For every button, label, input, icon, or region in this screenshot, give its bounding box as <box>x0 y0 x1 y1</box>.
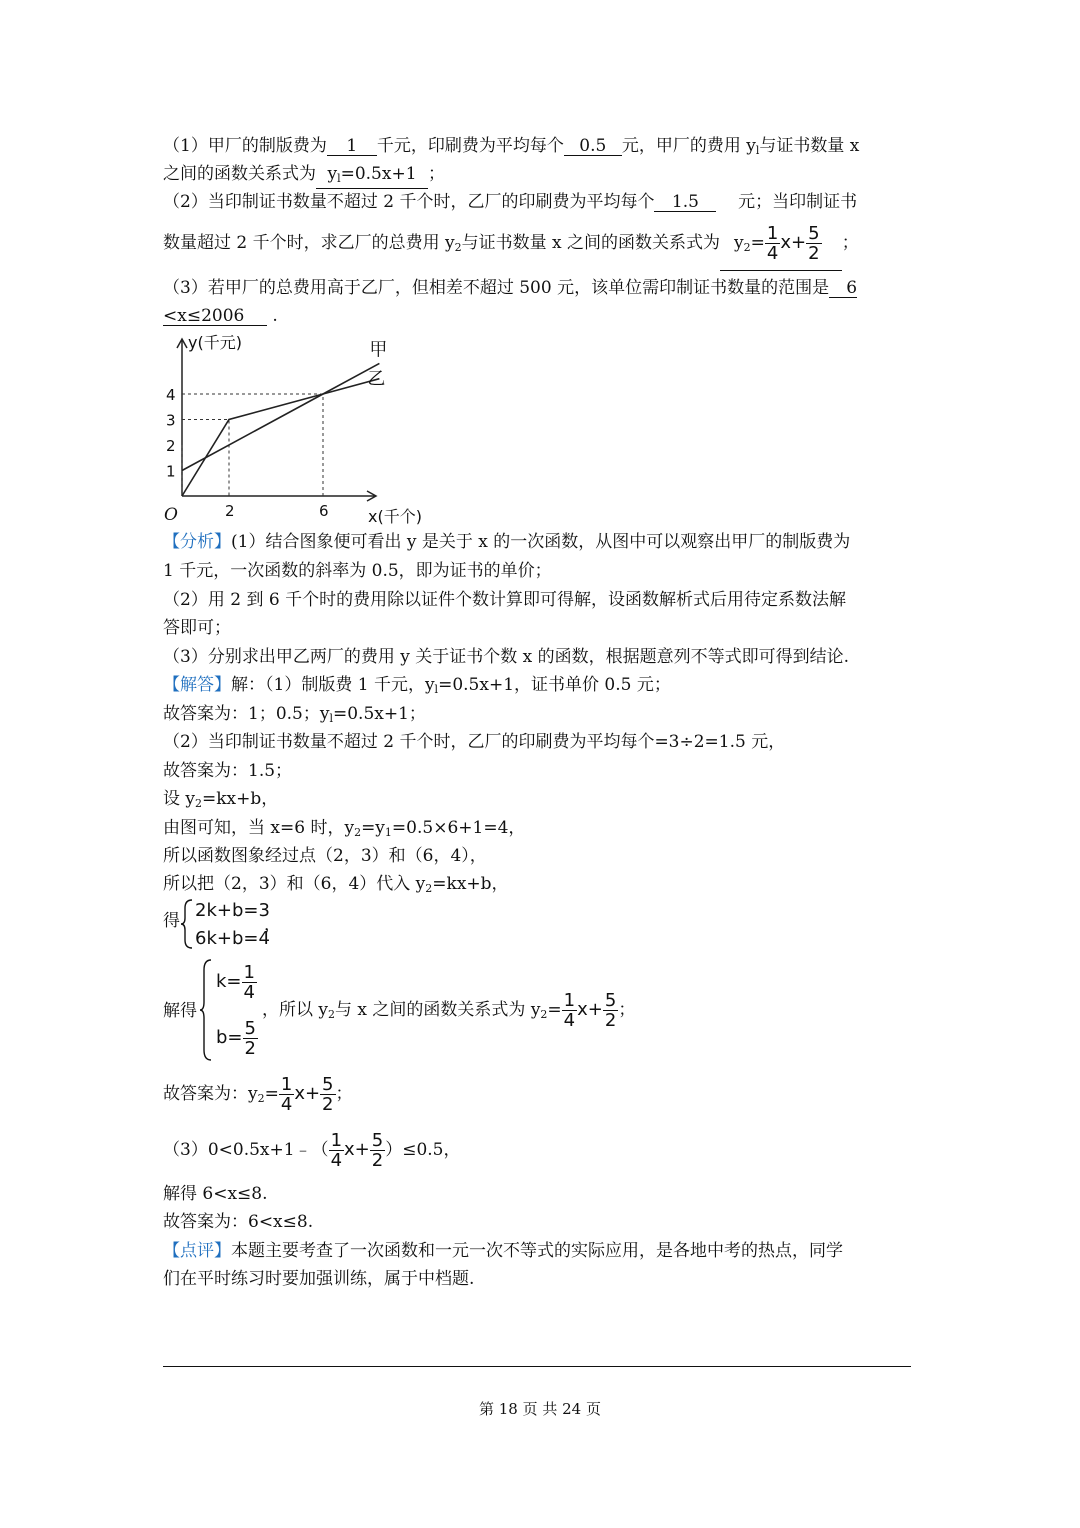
solution-q3-line: （3）0<0.5x+1﹣（ $\frac{1}{4}$ x+ $\frac{5}{2}$ ）≤0.5， <box>163 1130 461 1171</box>
q3-blank-part1: 6 <box>829 279 857 298</box>
solved-conclusion: ，所以 $y_2$与 x 之间的函数关系式为 $y_2=$ $\frac{1}{4}$ x+ $\frac{5}{2}$ ； <box>262 990 636 1031</box>
series-label-1: 甲 <box>369 339 388 361</box>
solved-k: k= $\frac{1}{4}$ <box>216 962 255 1003</box>
q3-blank-part2: <x≤2006 <box>163 307 267 326</box>
analysis-line3: （2）用 2 到 6 千个时的费用除以证件个数计算即可得解，设函数解析式后用待定系数法解 <box>163 590 847 610</box>
analysis-line2: 1 千元，一次函数的斜率为 0.5，即为证书的单价； <box>163 561 552 581</box>
analysis-line1: 【分析】(1）结合图象便可看出 y 是关于 x 的一次函数，从图中可以观察出甲厂的制版费为 <box>163 532 851 552</box>
solved-b: b= $\frac{5}{2}$ <box>216 1018 256 1059</box>
solution-result: 解得 6<x≤8. <box>163 1184 268 1204</box>
y-tick-2: 2 <box>166 437 176 455</box>
system-eq1: 2k+b=3 <box>195 900 270 921</box>
solution-line4: 故答案为：1.5； <box>163 761 293 781</box>
solution-line8: 所以把（2，3）和（6，4）代入 $y_2=kx+b$， <box>163 874 509 895</box>
analysis-line5: （3）分别求出甲乙两厂的费用 y 关于证书个数 x 的函数，根据题意列不等式即可得到结论. <box>163 647 850 667</box>
q3-line1: （3）若甲厂的总费用高于乙厂，但相差不超过 500 元，该单位需印制证书数量的范围是 6 <box>163 278 858 298</box>
solution-line2: 故答案为：1；0.5；$y_l=0.5x+1$； <box>163 704 426 725</box>
q1-blank-function: $y_l=0.5x+1$ <box>316 165 428 189</box>
comment-tag: 【点评】 <box>163 1241 231 1261</box>
system-brace <box>180 898 194 950</box>
q2-blank-function: $y_2=$ $\frac{1}{4}$ x+ $\frac{5}{2}$ <box>720 221 842 271</box>
y-tick-4: 4 <box>166 386 176 404</box>
cost-chart <box>160 328 460 528</box>
q2-line1: （2）当印制证书数量不超过 2 千个时，乙厂的印刷费为平均每个 1.5 元；当印制证书 <box>163 192 858 212</box>
x-tick-2: 2 <box>225 502 235 520</box>
series-label-2: 乙 <box>367 368 386 390</box>
chart-labels <box>164 333 422 526</box>
solution-line5: 设 $y_2=kx+b$， <box>163 789 279 810</box>
q1-blank-unit-price: 0.5 <box>564 137 622 156</box>
x-axis-label: x(千个) <box>368 507 422 526</box>
q3-line2: <x≤2006 . <box>163 306 278 326</box>
series-line-2 <box>182 379 379 496</box>
guide-line-3 <box>182 394 323 496</box>
q2-line2: 数量超过 2 千个时，求乙厂的总费用 $y_2$与证书数量 x 之间的函数关系式为 $y_2=$ $\frac{1}{4}$ x+ $\frac{5}{2}$ ； <box>163 221 859 271</box>
series-line-1 <box>182 363 379 470</box>
y-axis-label: y(千元) <box>188 333 242 352</box>
solution-line6: 由图可知，当 x=6 时，$y_2=y_1=0.5\times 6+1=4$， <box>163 818 526 839</box>
comment-line2: 们在平时练习时要加强训练，属于中档题. <box>163 1269 475 1289</box>
q2-blank-unit-price: 1.5 <box>654 193 716 212</box>
system-eq2: 6k+b=4 <box>195 928 270 949</box>
q1-line2: 之间的函数关系式为 $y_l=0.5x+1$ ； <box>163 163 445 189</box>
q1-line1: （1）甲厂的制版费为 1 千元，印刷费为平均每个 0.5 元，甲厂的费用 $y_l$与证书数量 x <box>163 136 860 157</box>
solved-label: 解得 <box>163 1001 197 1021</box>
solution-line7: 所以函数图象经过点（2，3）和（6，4）， <box>163 846 487 866</box>
analysis-line4: 答即可； <box>163 618 231 638</box>
solution-tag: 【解答】 <box>163 675 231 695</box>
solution-line1: 【解答】解：（1）制版费 1 千元，$y_l=0.5x+1$，证书单价 0.5 元； <box>163 675 671 696</box>
footer-divider <box>163 1366 911 1367</box>
origin-label: O <box>164 505 178 525</box>
chart-guides <box>182 394 323 496</box>
y-tick-3: 3 <box>166 411 176 430</box>
solution-line3: （2）当印制证书数量不超过 2 千个时，乙厂的印刷费为平均每个=3÷2=1.5 元， <box>163 732 786 752</box>
y-tick-1: 1 <box>166 462 176 481</box>
q1-blank-plate-fee: 1 <box>327 137 377 156</box>
system-end: ， <box>264 915 281 935</box>
solved-brace <box>199 958 213 1062</box>
chart-lines <box>182 363 379 496</box>
page-footer: 第 18 页 共 24 页 <box>478 1400 601 1418</box>
solution-answer3: 故答案为：6<x≤8. <box>163 1212 314 1232</box>
comment-line1: 【点评】本题主要考查了一次函数和一元一次不等式的实际应用，是各地中考的热点，同学 <box>163 1241 843 1261</box>
x-tick-6: 6 <box>319 502 329 520</box>
answer2-line: 故答案为：$y_2=$ $\frac{1}{4}$ x+ $\frac{5}{2}$ ； <box>163 1074 353 1115</box>
analysis-tag: 【分析】 <box>163 532 231 552</box>
system-label: 得 <box>163 911 180 931</box>
